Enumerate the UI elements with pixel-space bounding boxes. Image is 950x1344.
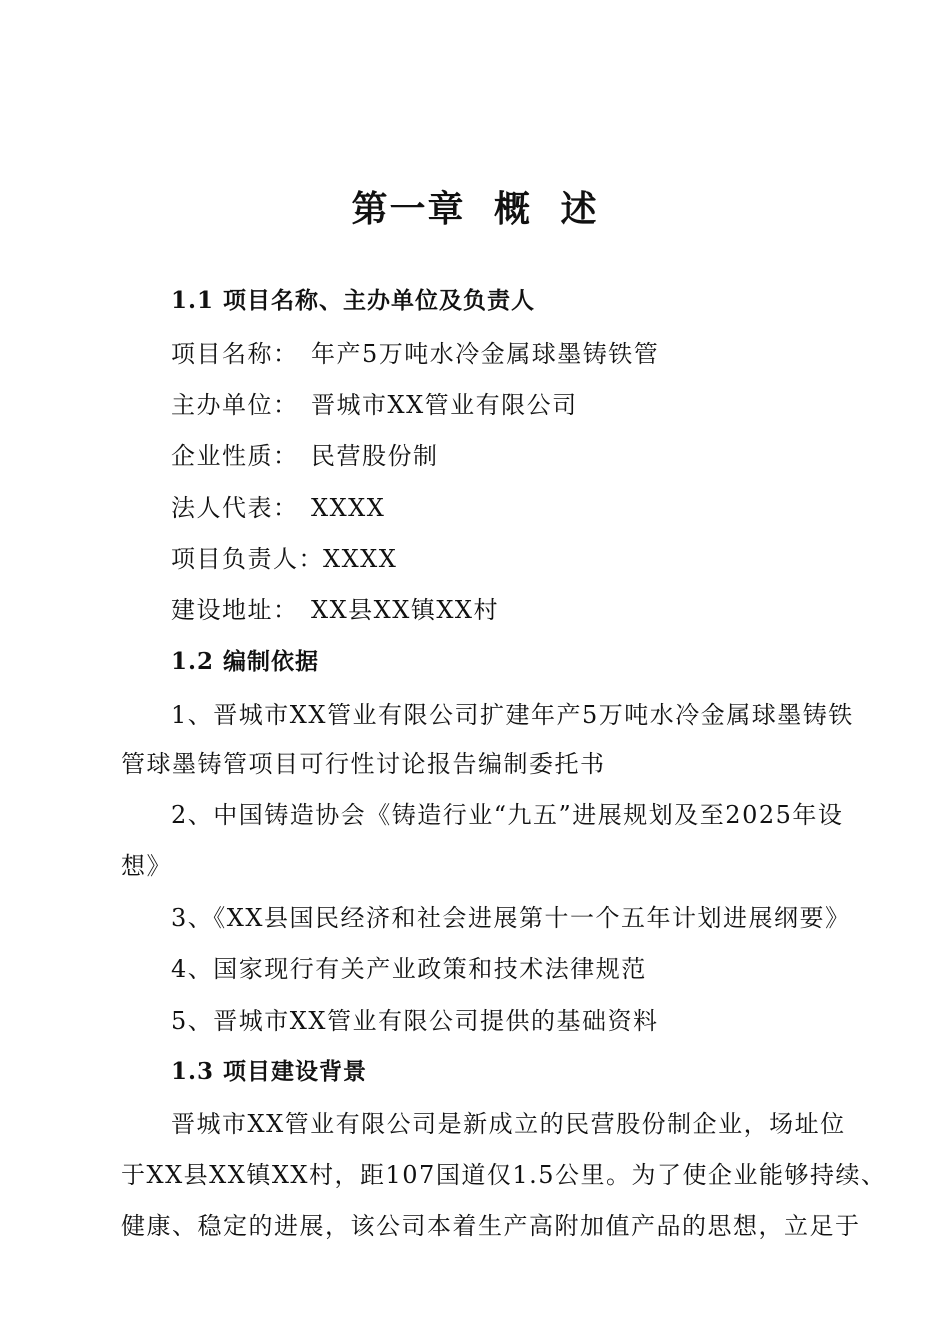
field-enterprise-type: [171, 441, 439, 471]
basis-item-2-line2: 想》: [121, 852, 172, 880]
paragraph-line-1: 晋城市XX管业有限公司是新成立的民营股份制企业，场址位: [171, 1110, 846, 1138]
section-heading-1-3: 1.3 项目建设背景: [171, 1058, 368, 1085]
field-value: 民营股份制: [311, 442, 439, 470]
field-sponsor: [171, 390, 578, 420]
field-value: 年产5万吨水冷金属球墨铸铁管: [311, 340, 660, 368]
field-label: 法人代表：: [171, 494, 299, 522]
field-label: 项目负责人：: [171, 545, 324, 573]
field-label: 建设地址：: [171, 596, 299, 624]
section-heading-1-2: 1.2 编制依据: [171, 648, 320, 675]
section-heading-1-1: 1.1 项目名称、主办单位及负责人: [171, 287, 536, 314]
field-project-name: [171, 339, 659, 369]
field-label: 主办单位：: [171, 391, 299, 419]
field-value: XXXX: [323, 545, 398, 573]
basis-item-1-line2: 管球墨铸管项目可行性讨论报告编制委托书: [121, 750, 606, 778]
basis-item-1-line1: 1、晋城市XX管业有限公司扩建年产5万吨水冷金属球墨铸铁: [171, 701, 854, 729]
field-value: XXXX: [311, 494, 386, 522]
field-label: 企业性质：: [171, 442, 299, 470]
basis-item-2-line1: 2、中国铸造协会《铸造行业“九五”进展规划及至2025年设: [171, 801, 844, 829]
field-label: 项目名称：: [171, 340, 299, 368]
basis-item-4: 4、国家现行有关产业政策和技术法律规范: [171, 955, 647, 983]
field-value: 晋城市XX管业有限公司: [311, 391, 578, 419]
basis-item-5: 5、晋城市XX管业有限公司提供的基础资料: [171, 1007, 659, 1035]
field-project-lead: [171, 544, 397, 574]
field-legal-rep: [171, 493, 385, 523]
chapter-title: 第一章 概 述: [351, 189, 599, 230]
basis-item-3: 3、《XX县国民经济和社会进展第十一个五年计划进展纲要》: [171, 904, 851, 932]
field-site-address: [171, 595, 499, 625]
field-value: XX县XX镇XX村: [311, 596, 500, 624]
paragraph-line-3: 健康、稳定的进展，该公司本着生产高附加值产品的思想，立足于: [121, 1212, 861, 1240]
paragraph-line-2: 于XX县XX镇XX村，距107国道仅1.5公里。为了使企业能够持续、: [121, 1161, 887, 1189]
